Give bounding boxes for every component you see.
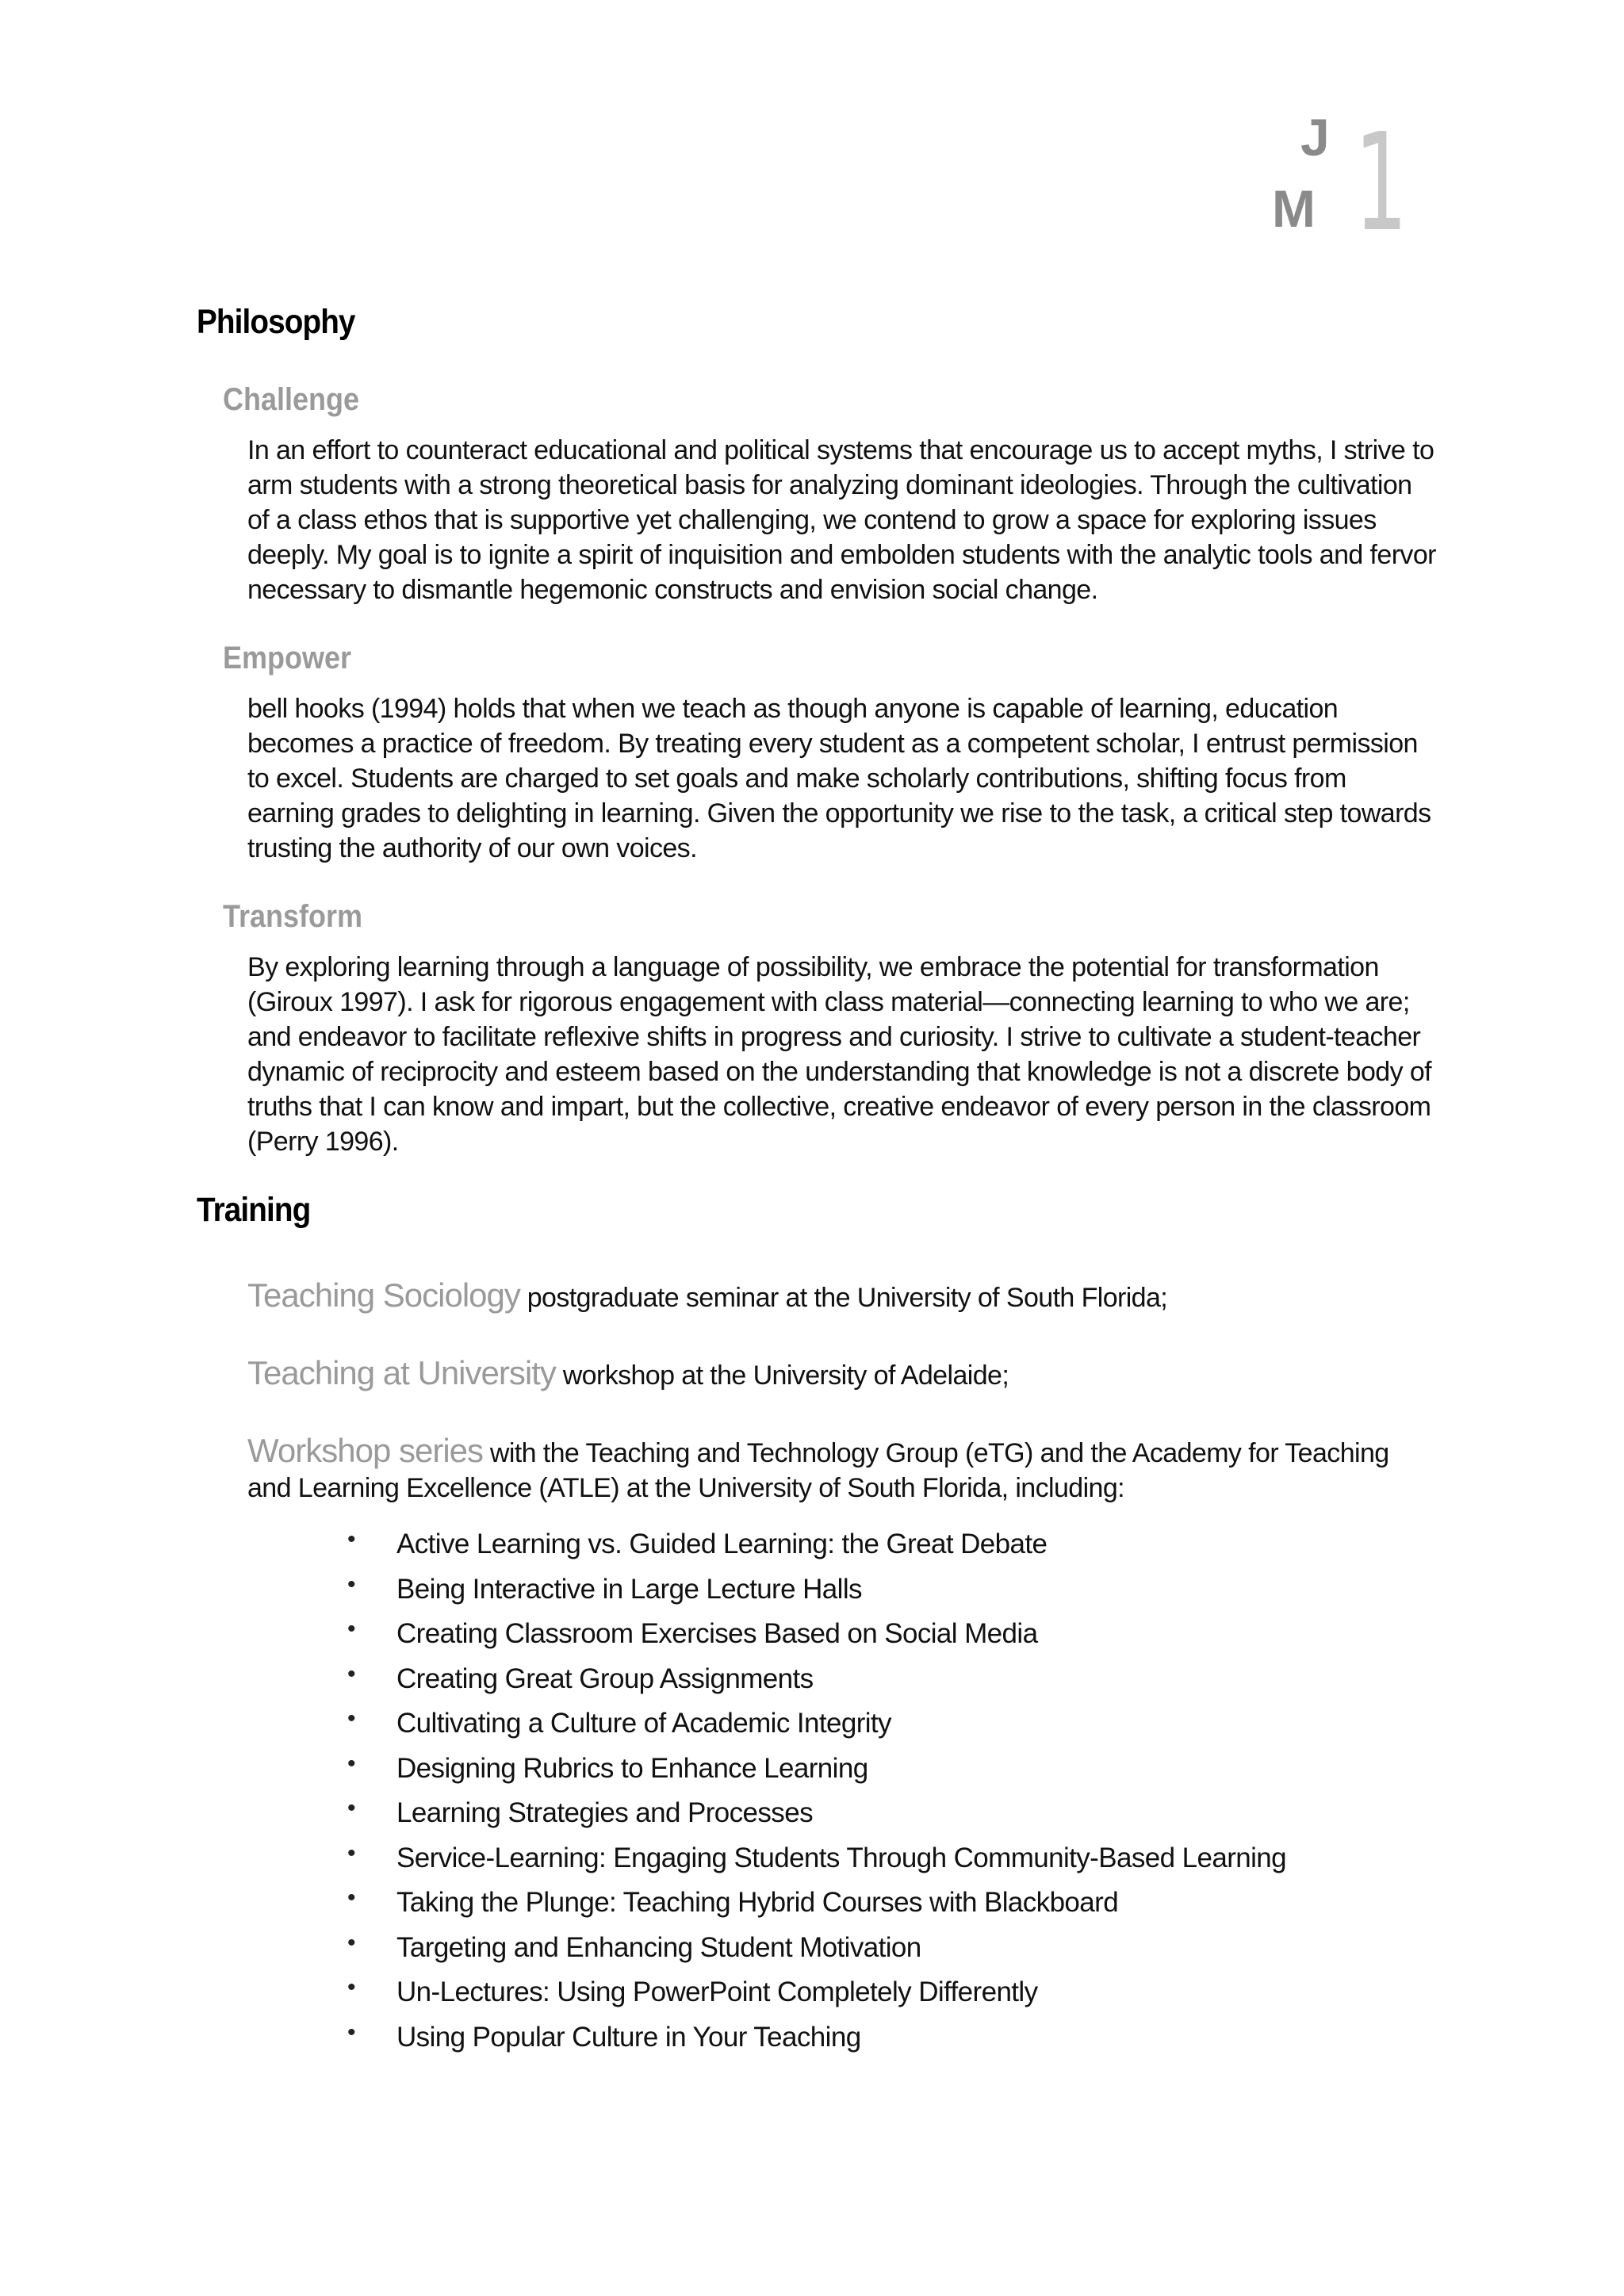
workshop-title: Un-Lectures: Using PowerPoint Completely Differently <box>396 1976 1038 2007</box>
workshop-title: Targeting and Enhancing Student Motivation <box>396 1931 921 1963</box>
monogram-initial-m: M <box>1272 179 1316 238</box>
workshop-title: Designing Rubrics to Enhance Learning <box>396 1752 868 1784</box>
bullet-icon: • <box>347 1839 355 1866</box>
workshop-title: Learning Strategies and Processes <box>396 1797 813 1828</box>
list-item <box>347 1612 1378 1657</box>
bullet-icon: • <box>347 1660 355 1687</box>
philosophy-heading: Philosophy <box>197 303 355 341</box>
bullet-icon: • <box>347 2019 355 2045</box>
challenge-paragraph: In an effort to counteract educational and political systems that encourage us to accept myths, I strive to arm students with a strong theoretical basis for analyzing dominant ideologies. Through the cultivation of a class ethos that is supportive yet challenging, we contend to grow a space for exploring issues deeply. My goal is to ignite a spirit of inquisition and embolden students with the analytic tools and fervor necessary to dismantle hegemonic constructs and envision social change. <box>247 435 1436 605</box>
training-item-text: postgraduate seminar at the University of South Florida; <box>519 1283 1168 1313</box>
training-item-lead: Teaching at University <box>247 1354 556 1391</box>
empower-paragraph: bell hooks (1994) holds that when we teach as though anyone is capable of learning, education becomes a practice of freedom. By treating every student as a competent scholar, I entrust permission to excel. Students are charged to set goals and make scholarly contributions, shifting focus from earning grades to delighting in learning. Given the opportunity we rise to the task, a critical step towards trusting the authority of our own voices. <box>247 694 1431 863</box>
list-item <box>347 1701 1378 1747</box>
training-item-teaching-sociology <box>247 1278 1437 1315</box>
training-item-workshop-series <box>247 1433 1437 1506</box>
list-item <box>347 2015 1378 2061</box>
list-item <box>347 1926 1378 1971</box>
workshop-title: Being Interactive in Large Lecture Halls <box>396 1573 862 1605</box>
training-item-lead: Teaching Sociology <box>247 1276 520 1314</box>
training-item-teaching-at-university <box>247 1356 1437 1393</box>
list-item <box>347 1970 1378 2015</box>
training-heading: Training <box>197 1191 311 1229</box>
transform-paragraph: By exploring learning through a language of possibility, we embrace the potential for transformation (Giroux 1997). I ask for rigorous engagement with class material—connecting learning to who we are; and endeavor to facilitate reflexive shifts in progress and curiosity. I strive to cultivate a student-teacher dynamic of reciprocity and esteem based on the understanding that knowledge is not a discrete body of truths that I can know and impart, but the collective, creative endeavor of every person in the classroom (Perry 1996). <box>247 952 1432 1157</box>
workshop-title: Creating Classroom Exercises Based on Social Media <box>396 1618 1038 1649</box>
list-item <box>347 1836 1378 1881</box>
list-item <box>347 1567 1378 1613</box>
workshop-title: Cultivating a Culture of Academic Integrity <box>396 1708 891 1739</box>
bullet-icon: • <box>347 1795 355 1821</box>
list-item <box>347 1791 1378 1836</box>
list-item <box>347 1881 1378 1926</box>
bullet-icon: • <box>347 1750 355 1777</box>
workshop-title: Creating Great Group Assignments <box>396 1663 814 1694</box>
monogram-initial-j: J <box>1300 108 1330 166</box>
bullet-icon: • <box>347 1929 355 1956</box>
workshop-title: Taking the Plunge: Teaching Hybrid Courses with Blackboard <box>396 1887 1119 1918</box>
training-item-text: workshop at the University of Adelaide; <box>555 1360 1009 1391</box>
bullet-icon: • <box>347 1616 355 1642</box>
training-item-lead: Workshop series <box>247 1432 484 1469</box>
bullet-icon: • <box>347 1885 355 1911</box>
list-item <box>347 1747 1378 1792</box>
monogram <box>1261 105 1419 262</box>
workshop-title: Using Popular Culture in Your Teaching <box>396 2021 861 2053</box>
bullet-icon: • <box>347 1705 355 1732</box>
transform-subheading: Transform <box>223 899 363 934</box>
list-item <box>347 1657 1378 1702</box>
page-number: 1 <box>1354 105 1408 262</box>
list-item <box>347 1522 1378 1567</box>
bullet-icon: • <box>347 1974 355 2000</box>
challenge-subheading: Challenge <box>223 382 360 417</box>
workshop-list <box>347 1522 1378 2060</box>
workshop-title: Active Learning vs. Guided Learning: the Great Debate <box>396 1529 1048 1559</box>
empower-subheading: Empower <box>223 641 352 675</box>
bullet-icon: • <box>347 1571 355 1598</box>
bullet-icon: • <box>347 1526 355 1552</box>
workshop-title: Service-Learning: Engaging Students Through Community-Based Learning <box>396 1842 1287 1873</box>
training-item-text: with the Teaching and Technology Group (eTG) and the Academy for Teaching and Learning Excellence (ATLE) at the University of South Florida, including: <box>247 1438 1389 1503</box>
